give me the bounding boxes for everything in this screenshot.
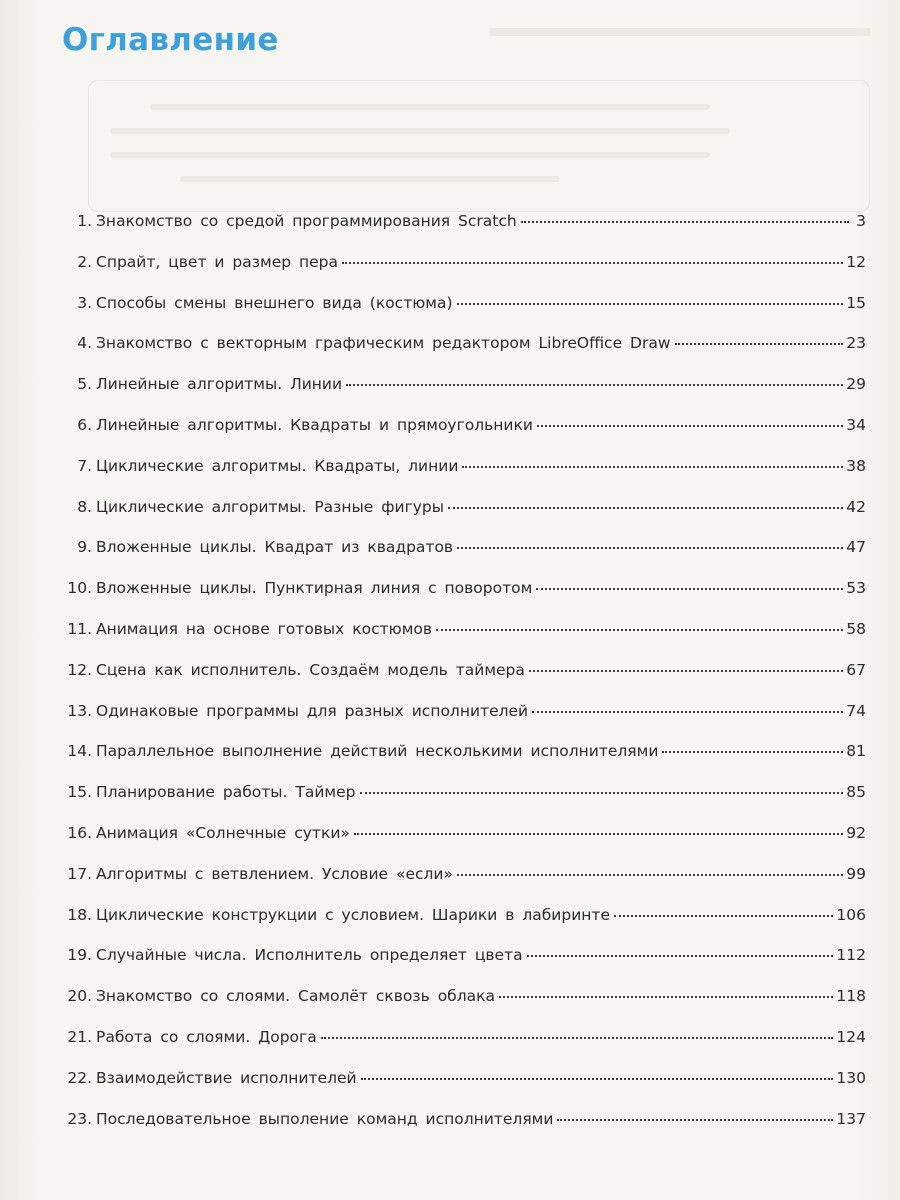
toc-dot-leader <box>521 221 849 223</box>
toc-entry-number: 12. <box>67 660 92 679</box>
toc-page-number: 81 <box>846 742 866 761</box>
toc-entry-title: Вложенные циклы. Пунктирная линия с поворотом <box>96 579 533 598</box>
toc-entry-number: 1. <box>77 212 92 230</box>
show-through-line <box>150 104 710 110</box>
toc-page-number: 92 <box>846 823 866 842</box>
toc-entry-number: 8. <box>77 497 92 516</box>
toc-entry-number: 22. <box>67 1068 92 1087</box>
toc-entry[interactable] <box>60 457 866 498</box>
toc-entry[interactable] <box>60 294 866 335</box>
toc-entry-number: 10. <box>67 579 92 598</box>
toc-dot-leader <box>614 915 833 917</box>
toc-entry[interactable] <box>60 498 866 539</box>
toc-page-number: 99 <box>846 864 866 883</box>
toc-page-number: 23 <box>846 334 866 353</box>
toc-entry-title: Циклические алгоритмы. Разные фигуры <box>96 497 444 516</box>
toc-entry-title: Линейные алгоритмы. Квадраты и прямоугольники <box>96 415 533 434</box>
toc-entry-number: 3. <box>77 293 92 312</box>
toc-page-number: 130 <box>836 1068 866 1087</box>
toc-dot-leader <box>346 384 843 386</box>
toc-entry[interactable] <box>60 661 866 702</box>
toc-dot-leader <box>537 425 843 427</box>
toc-dot-leader <box>536 588 843 590</box>
toc-entry-title: Знакомство со слоями. Самолёт сквозь облака <box>96 987 496 1006</box>
toc-entry-title: Циклические алгоритмы. Квадраты, линии <box>96 456 459 475</box>
toc-entry-title: Сцена как исполнитель. Создаём модель таймера <box>96 660 525 679</box>
toc-entry[interactable] <box>60 1069 866 1110</box>
toc-page-number: 58 <box>846 619 866 638</box>
toc-entry[interactable] <box>60 742 866 783</box>
toc-page-number: 34 <box>846 415 866 434</box>
toc-entry-number: 5. <box>77 375 92 394</box>
show-through-box <box>88 80 870 212</box>
toc-dot-leader <box>675 343 844 345</box>
toc-entry[interactable] <box>60 253 866 294</box>
toc-page-number: 106 <box>836 905 866 924</box>
toc-dot-leader <box>499 996 833 998</box>
toc-entry-number: 2. <box>77 252 92 271</box>
toc-entry-number: 15. <box>67 783 92 802</box>
toc-entry[interactable] <box>60 375 866 416</box>
toc-dot-leader <box>462 466 843 468</box>
toc-dot-leader <box>457 874 843 876</box>
toc-entry[interactable] <box>60 987 866 1028</box>
toc-entry[interactable] <box>60 1110 866 1151</box>
toc-page-number: 38 <box>846 456 866 475</box>
toc-entry[interactable] <box>60 946 866 987</box>
toc-entry-title: Планирование работы. Таймер <box>96 783 356 802</box>
toc-page-number: 42 <box>846 497 866 516</box>
toc-entry[interactable] <box>60 783 866 824</box>
toc-dot-leader <box>457 303 844 305</box>
toc-page-number: 118 <box>836 987 866 1006</box>
page-title: Оглавление <box>62 22 279 58</box>
show-through-line <box>110 128 730 134</box>
toc-entry-number: 16. <box>67 823 92 842</box>
toc-dot-leader <box>321 1037 834 1039</box>
toc-entry-number: 7. <box>77 456 92 475</box>
toc-entry-title: Одинаковые программы для разных исполнителей <box>96 701 529 720</box>
toc-entry-title: Знакомство со средой программирования Scratch <box>96 212 517 230</box>
show-through-header <box>490 28 870 36</box>
toc-entry[interactable] <box>60 702 866 743</box>
show-through-line <box>180 176 560 182</box>
toc-entry-title: Анимация «Солнечные сутки» <box>96 823 350 842</box>
toc-page-number: 53 <box>846 579 866 598</box>
toc-entry-title: Циклические конструкции с условием. Шарики в лабиринте <box>96 905 610 924</box>
toc-entry-title: Последовательное выполение команд исполнителями <box>96 1109 554 1128</box>
toc-dot-leader <box>342 262 843 264</box>
toc-entry-number: 9. <box>77 538 92 557</box>
toc-page-number: 112 <box>836 946 866 965</box>
toc-page-number: 124 <box>836 1027 866 1046</box>
toc-entry-title: Параллельное выполнение действий несколькими исполнителями <box>96 742 659 761</box>
toc-entry[interactable] <box>60 865 866 906</box>
toc-page-number: 29 <box>846 375 866 394</box>
toc-dot-leader <box>361 1078 834 1080</box>
toc-entry-title: Работа со слоями. Дорога <box>96 1027 317 1046</box>
toc-entry-number: 13. <box>67 701 92 720</box>
toc-dot-leader <box>662 751 843 753</box>
toc-page-number: 47 <box>846 538 866 557</box>
toc-dot-leader <box>529 670 843 672</box>
toc-dot-leader <box>354 833 843 835</box>
toc-entry[interactable] <box>60 620 866 661</box>
toc-dot-leader <box>436 629 843 631</box>
toc-entry[interactable] <box>60 416 866 457</box>
toc-entry-number: 20. <box>67 987 92 1006</box>
toc-entry-number: 11. <box>67 619 92 638</box>
toc-entry-title: Знакомство с векторным графическим редактором LibreOffice Draw <box>96 334 671 353</box>
toc-entry-title: Случайные числа. Исполнитель определяет цвета <box>96 946 523 965</box>
toc-dot-leader <box>557 1119 833 1121</box>
toc-page-number: 3 <box>856 212 866 230</box>
toc-entry[interactable] <box>60 212 866 253</box>
toc-entry[interactable] <box>60 579 866 620</box>
toc-entry-number: 23. <box>67 1109 92 1128</box>
toc-entry[interactable] <box>60 334 866 375</box>
toc-entry[interactable] <box>60 824 866 865</box>
toc-entry[interactable] <box>60 538 866 579</box>
toc-entry-number: 14. <box>67 742 92 761</box>
toc-entry-number: 17. <box>67 864 92 883</box>
show-through-line <box>110 152 710 158</box>
toc-entry[interactable] <box>60 906 866 947</box>
table-of-contents <box>60 212 866 1150</box>
toc-page-number: 15 <box>846 293 866 312</box>
toc-page-number: 137 <box>836 1109 866 1128</box>
toc-dot-leader <box>532 711 843 713</box>
toc-page-number: 74 <box>846 701 866 720</box>
toc-entry-number: 4. <box>77 334 92 353</box>
toc-entry-number: 6. <box>77 415 92 434</box>
toc-entry-number: 21. <box>67 1027 92 1046</box>
toc-entry-title: Взаимодействие исполнителей <box>96 1068 357 1087</box>
toc-entry-title: Линейные алгоритмы. Линии <box>96 375 343 394</box>
toc-entry-title: Анимация на основе готовых костюмов <box>96 619 433 638</box>
toc-entry-number: 18. <box>67 905 92 924</box>
toc-entry-title: Способы смены внешнего вида (костюма) <box>96 293 453 312</box>
toc-dot-leader <box>360 792 844 794</box>
toc-page-number: 67 <box>846 660 866 679</box>
toc-entry-title: Спрайт, цвет и размер пера <box>96 252 339 271</box>
toc-page-number: 85 <box>846 783 866 802</box>
toc-dot-leader <box>448 507 843 509</box>
toc-dot-leader <box>527 955 834 957</box>
toc-page-number: 12 <box>846 252 866 271</box>
toc-entry-title: Алгоритмы с ветвлением. Условие «если» <box>96 864 453 883</box>
toc-entry[interactable] <box>60 1028 866 1069</box>
toc-entry-number: 19. <box>67 946 92 965</box>
toc-entry-title: Вложенные циклы. Квадрат из квадратов <box>96 538 454 557</box>
toc-dot-leader <box>457 547 843 549</box>
